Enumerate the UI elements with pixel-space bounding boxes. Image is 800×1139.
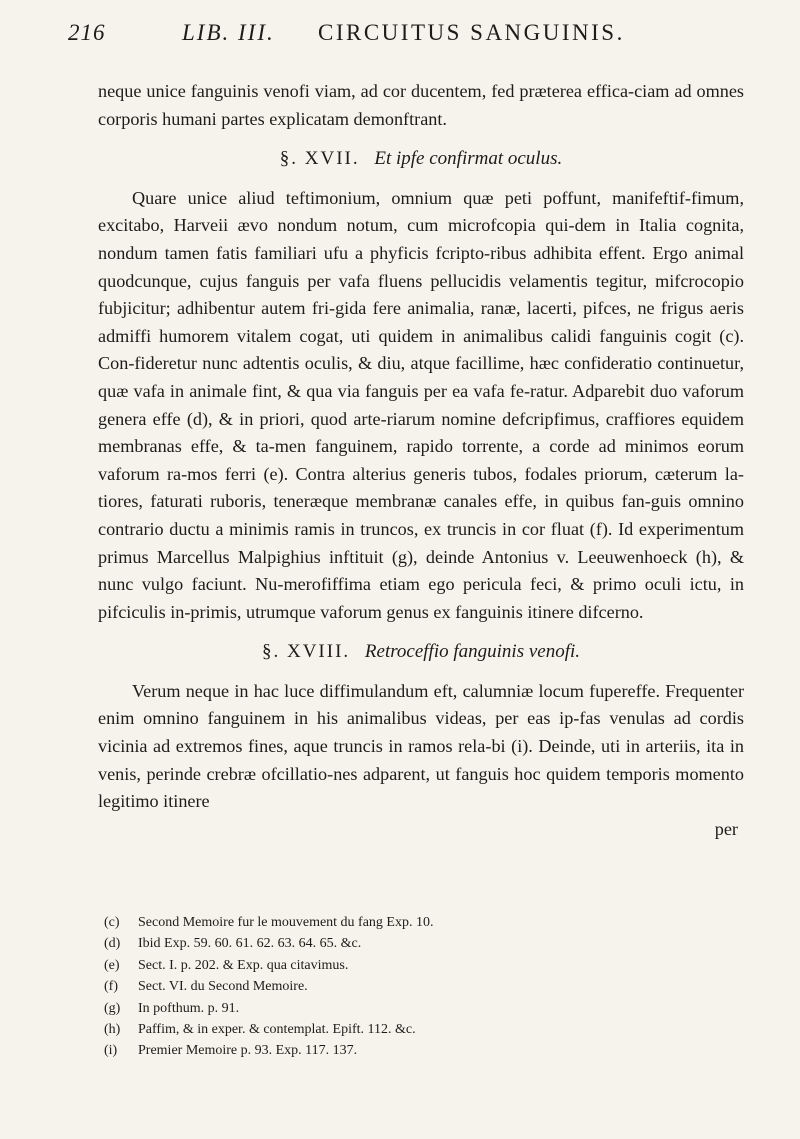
main-text (98, 78, 744, 843)
section-title: Retroceffio fanguinis venofi. (364, 641, 581, 663)
footnote-mark: (g) (104, 1000, 121, 1016)
footnote (104, 912, 744, 933)
section-heading-18 (98, 638, 744, 666)
footnote (104, 976, 744, 997)
footnote (104, 1040, 744, 1061)
running-title: CIRCUITUS SANGUINIS. (318, 20, 625, 45)
footnote (104, 1019, 744, 1040)
footnote-text: Sect. VI. du Second Memoire. (138, 979, 308, 995)
page-number: 216 (68, 20, 106, 45)
footnote-text: Sect. I. p. 202. & Exp. qua citavimus. (138, 957, 349, 973)
section-number: §. XVIII. (261, 641, 351, 663)
catchword: per (714, 818, 738, 839)
section-title: Et ipfe confirmat oculus. (374, 148, 563, 170)
book-label: LIB. III. (182, 20, 275, 45)
footnotes (104, 912, 744, 1062)
paragraph: Verum neque in hac luce diffimulandum eft, calumniæ locum fupereffe. Frequenter enim omnino fanguinem in his animalibus videas, per eas ip-fas venulas ad cordis vicinia ad extremos fines, aque truncis in ramos rela-bi (i). Deinde, uti in arteriis, ita in venis, perinde crebræ ofcillatio-nes adparent, ut fanguis hoc quidem temporis momento legitimo itinere (98, 680, 744, 812)
footnote-text: Premier Memoire p. 93. Exp. 117. 137. (138, 1043, 358, 1059)
footnote-mark: (d) (104, 936, 121, 952)
footnote-mark: (h) (104, 1022, 121, 1038)
footnote-mark: (i) (104, 1043, 118, 1059)
section-number: §. XVII. (279, 148, 360, 170)
footnote-text: Ibid Exp. 59. 60. 61. 62. 63. 64. 65. &c. (138, 936, 362, 952)
footnote (104, 955, 744, 976)
section-heading-17 (98, 145, 744, 173)
running-header (68, 20, 758, 60)
footnote-text: In pofthum. p. 91. (138, 1000, 240, 1016)
footnote (104, 933, 744, 954)
paragraph: Quare unice aliud teftimonium, omnium quæ peti poffunt, manifeftif-fimum, excitabo, Harveii ævo nondum notum, cum microfcopia qui-dem in Italia cognita, nondum tamen fatis familiari ufu a phyficis fcripto-ribus adhibita effent. Ergo animal quodcunque, cujus fanguis per vafa fluens pellucidis velamentis tegitur, mifcrocopio fubjicitur; adhibentur autem fri-gida fere animalia, ranæ, lacerti, pifces, ne frigus aeris admiffi humorem vitalem cogat, uti quidem in animalibus calidi fanguinis cogit (c). Con-fideretur nunc adtentis oculis, & diu, atque facillime, hæc confideratio continuetur, quæ vafa in animale fint, & qua via fanguis per ea vafa fe-ratur. Adparebit duo vaforum genera effe (d), & in priori, quod arte-riarum nomine defcripfimus, craffiores equidem membranas effe, & ta-men fanguinem, rapido torrente, a corde ad minimos eorum vaforum ra-mos ferri (e). Contra alterius generis tubos, fodales priorum, cæterum la-tiores, faturati ruboris, teneræque membranæ canales effe, in quibus fan-guis omnino contrario ductu a minimis ramis in truncos, ex truncis in cor fluat (f). Id experimentum primus Marcellus Malpighius inftituit (g), deinde Antonius v. Leeuwenhoeck (h), & nunc vulgo faciunt. Nu-merofiffima etiam ego pericula feci, & primo oculi ictu, in pifciculis in-primis, utrumque vaforum genus ex fanguinis itinere difcerno. (98, 187, 744, 622)
footnote-mark: (f) (104, 979, 118, 995)
footnote-mark: (c) (104, 915, 120, 930)
footnote-text: Second Memoire fur le mouvement du fang Exp. 10. (138, 915, 434, 930)
paragraph-continuation: neque unice fanguinis venofi viam, ad cor ducentem, fed præterea effica-ciam ad omnes corporis humani partes explicatam demonftrant. (98, 81, 744, 129)
footnote-text: Paffim, & in exper. & contemplat. Epift. 112. &c. (138, 1022, 416, 1038)
footnote-mark: (e) (104, 957, 120, 973)
footnote (104, 998, 744, 1019)
